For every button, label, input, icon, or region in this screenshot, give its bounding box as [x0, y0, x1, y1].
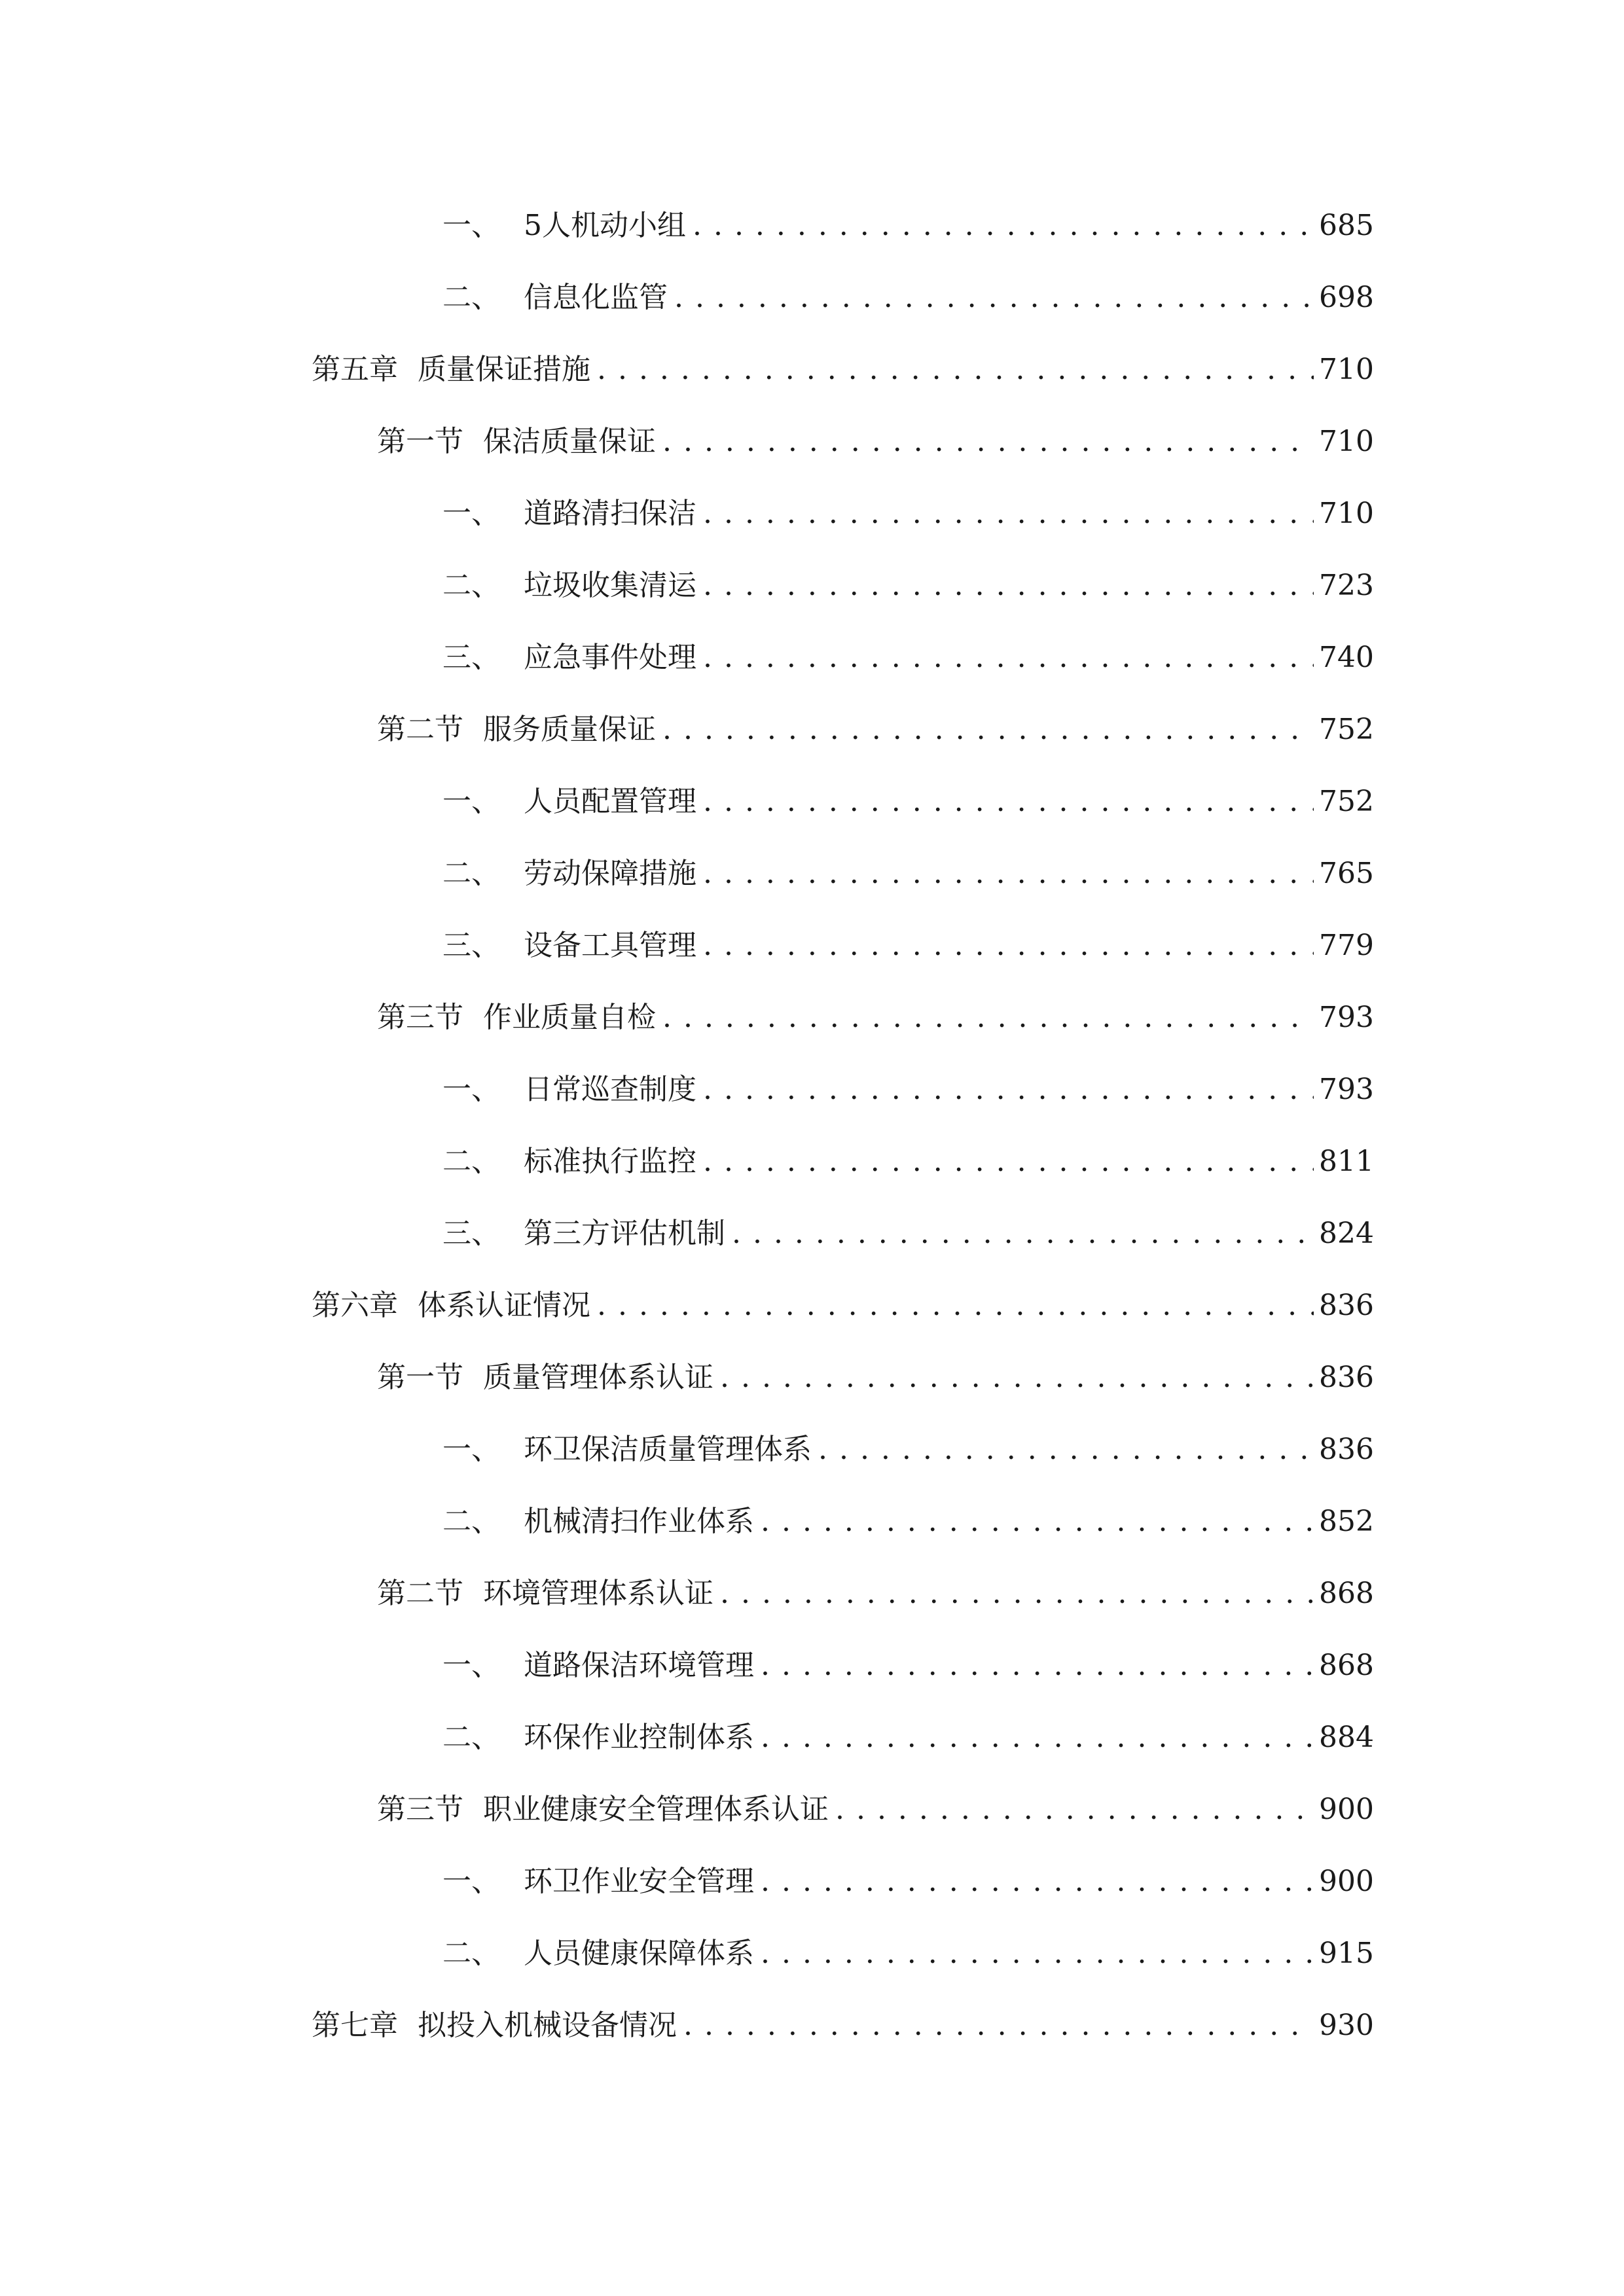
toc-entry-page: 824: [1319, 1217, 1374, 1250]
toc-entry-page: 685: [1319, 209, 1374, 242]
toc-entry-number: 一、: [442, 1073, 500, 1106]
toc-entry-page: 793: [1319, 1001, 1374, 1034]
toc-entry-title: 信息化监管: [524, 281, 668, 314]
toc-entry-page: 868: [1319, 1649, 1374, 1682]
toc-entry-number: 二、: [442, 1937, 500, 1970]
toc-entry-number: 三、: [442, 1217, 500, 1250]
toc-entry-number: 第一节: [377, 425, 463, 458]
toc-entry[interactable]: [442, 848, 1374, 900]
toc-entry-page: 710: [1319, 425, 1374, 458]
toc-dot-leader: [597, 344, 1314, 396]
toc-dot-leader: [662, 704, 1314, 756]
toc-dot-leader: [662, 992, 1314, 1044]
toc-entry-number: 第七章: [312, 2009, 398, 2042]
toc-dot-leader: [761, 1928, 1314, 1980]
toc-entry[interactable]: [442, 1712, 1374, 1764]
toc-entry-number: 第一节: [377, 1361, 463, 1394]
toc-dot-leader: [693, 200, 1314, 252]
toc-entry-number: 第五章: [312, 353, 398, 386]
toc-entry-number: 一、: [442, 1649, 500, 1682]
toc-entry[interactable]: [442, 1856, 1374, 1908]
toc-dot-leader: [662, 416, 1314, 468]
toc-entry[interactable]: [442, 920, 1374, 972]
toc-dot-leader: [703, 920, 1314, 972]
toc-entry[interactable]: [442, 1136, 1374, 1188]
toc-entry-title: 体系认证情况: [418, 1289, 590, 1322]
toc-entry-page: 836: [1319, 1433, 1374, 1466]
toc-entry-page: 765: [1319, 857, 1374, 890]
toc-entry-title: 环境管理体系认证: [483, 1577, 713, 1610]
toc-entry-page: 915: [1319, 1937, 1374, 1970]
toc-dot-leader: [818, 1424, 1314, 1476]
toc-entry[interactable]: [442, 200, 1374, 252]
toc-entry-number: 第二节: [377, 1577, 463, 1610]
toc-entry-page: 868: [1319, 1577, 1374, 1610]
toc-entry-number: 第二节: [377, 713, 463, 746]
toc-entry-title: 环卫保洁质量管理体系: [524, 1433, 812, 1466]
toc-entry-title: 质量保证措施: [418, 353, 590, 386]
toc-dot-leader: [761, 1712, 1314, 1764]
toc-entry-title: 5人机动小组: [524, 209, 686, 242]
toc-dot-leader: [674, 272, 1314, 324]
toc-entry-number: 一、: [442, 785, 500, 818]
toc-entry-title: 标准执行监控: [524, 1145, 696, 1178]
toc-entry[interactable]: [442, 1928, 1374, 1980]
toc-entry-page: 793: [1319, 1073, 1374, 1106]
toc-entry-title: 设备工具管理: [524, 929, 696, 962]
toc-entry[interactable]: [442, 1496, 1374, 1548]
toc-entry-page: 710: [1319, 353, 1374, 386]
toc-entry-page: 884: [1319, 1721, 1374, 1754]
toc-dot-leader: [761, 1856, 1314, 1908]
toc-dot-leader: [703, 488, 1314, 540]
toc-entry-title: 环保作业控制体系: [524, 1721, 754, 1754]
toc-entry[interactable]: [442, 272, 1374, 324]
toc-entry-page: 779: [1319, 929, 1374, 962]
toc-entry-page: 900: [1319, 1865, 1374, 1898]
toc-entry[interactable]: [377, 992, 1374, 1044]
toc-dot-leader: [732, 1208, 1314, 1260]
toc-entry-page: 811: [1319, 1145, 1374, 1178]
toc-entry[interactable]: [442, 632, 1374, 684]
toc-entry-page: 836: [1319, 1289, 1374, 1322]
toc-dot-leader: [703, 1064, 1314, 1116]
toc-entry-number: 一、: [442, 209, 500, 242]
toc-entry-number: 第三节: [377, 1793, 463, 1826]
toc-entry-page: 836: [1319, 1361, 1374, 1394]
toc-entry-title: 保洁质量保证: [483, 425, 656, 458]
toc-entry-number: 第六章: [312, 1289, 398, 1322]
toc-entry-page: 752: [1319, 785, 1374, 818]
toc-entry-page: 900: [1319, 1793, 1374, 1826]
toc-entry-number: 三、: [442, 929, 500, 962]
toc-dot-leader: [761, 1496, 1314, 1548]
toc-entry-number: 二、: [442, 569, 500, 602]
toc-entry-number: 三、: [442, 641, 500, 674]
toc-entry-number: 第三节: [377, 1001, 463, 1034]
toc-entry-number: 二、: [442, 281, 500, 314]
toc-entry[interactable]: [442, 1064, 1374, 1116]
toc-entry-title: 第三方评估机制: [524, 1217, 725, 1250]
toc-dot-leader: [720, 1568, 1314, 1620]
toc-entry-title: 环卫作业安全管理: [524, 1865, 754, 1898]
toc-entry-number: 二、: [442, 857, 500, 890]
toc-dot-leader: [835, 1784, 1314, 1836]
toc-entry-title: 服务质量保证: [483, 713, 656, 746]
toc-entry-title: 质量管理体系认证: [483, 1361, 713, 1394]
toc-entry-page: 930: [1319, 2009, 1374, 2042]
toc-dot-leader: [761, 1640, 1314, 1692]
toc-entry-page: 752: [1319, 713, 1374, 746]
toc-entry[interactable]: [377, 1568, 1374, 1620]
toc-entry-page: 723: [1319, 569, 1374, 602]
toc-entry-title: 人员健康保障体系: [524, 1937, 754, 1970]
toc-entry-title: 人员配置管理: [524, 785, 696, 818]
toc-entry[interactable]: [312, 2000, 1374, 2052]
toc-dot-leader: [597, 1280, 1314, 1332]
toc-dot-leader: [683, 2000, 1314, 2052]
toc-entry[interactable]: [377, 1352, 1374, 1404]
toc-entry-title: 劳动保障措施: [524, 857, 696, 890]
toc-entry-title: 垃圾收集清运: [524, 569, 696, 602]
toc-entry-page: 698: [1319, 281, 1374, 314]
toc-entry-number: 一、: [442, 497, 500, 530]
toc-entry[interactable]: [377, 1784, 1374, 1836]
toc-entry[interactable]: [442, 776, 1374, 828]
toc-entry[interactable]: [442, 1424, 1374, 1476]
toc-entry-number: 二、: [442, 1505, 500, 1538]
toc-dot-leader: [703, 632, 1314, 684]
toc-entry-title: 应急事件处理: [524, 641, 696, 674]
toc-entry-number: 一、: [442, 1865, 500, 1898]
toc-entry[interactable]: [377, 704, 1374, 756]
toc-entry-title: 道路保洁环境管理: [524, 1649, 754, 1682]
toc-entry[interactable]: [442, 1208, 1374, 1260]
toc-entry[interactable]: [442, 488, 1374, 540]
toc-dot-leader: [703, 560, 1314, 612]
toc-entry-title: 道路清扫保洁: [524, 497, 696, 530]
toc-dot-leader: [720, 1352, 1314, 1404]
toc-entry-page: 740: [1319, 641, 1374, 674]
toc-entry[interactable]: [377, 416, 1374, 468]
toc-entry-number: 二、: [442, 1721, 500, 1754]
toc-entry-number: 一、: [442, 1433, 500, 1466]
toc-entry-number: 二、: [442, 1145, 500, 1178]
toc-entry-title: 日常巡查制度: [524, 1073, 696, 1106]
toc-entry-page: 710: [1319, 497, 1374, 530]
toc-entry[interactable]: [312, 1280, 1374, 1332]
toc-entry[interactable]: [442, 1640, 1374, 1692]
toc-dot-leader: [703, 848, 1314, 900]
toc-entry-title: 作业质量自检: [483, 1001, 656, 1034]
toc-dot-leader: [703, 1136, 1314, 1188]
toc-entry-title: 机械清扫作业体系: [524, 1505, 754, 1538]
toc-entry-page: 852: [1319, 1505, 1374, 1538]
toc-entry[interactable]: [442, 560, 1374, 612]
toc-entry[interactable]: [312, 344, 1374, 396]
toc-dot-leader: [703, 776, 1314, 828]
toc-entry-title: 职业健康安全管理体系认证: [483, 1793, 829, 1826]
toc-entry-title: 拟投入机械设备情况: [418, 2009, 677, 2042]
